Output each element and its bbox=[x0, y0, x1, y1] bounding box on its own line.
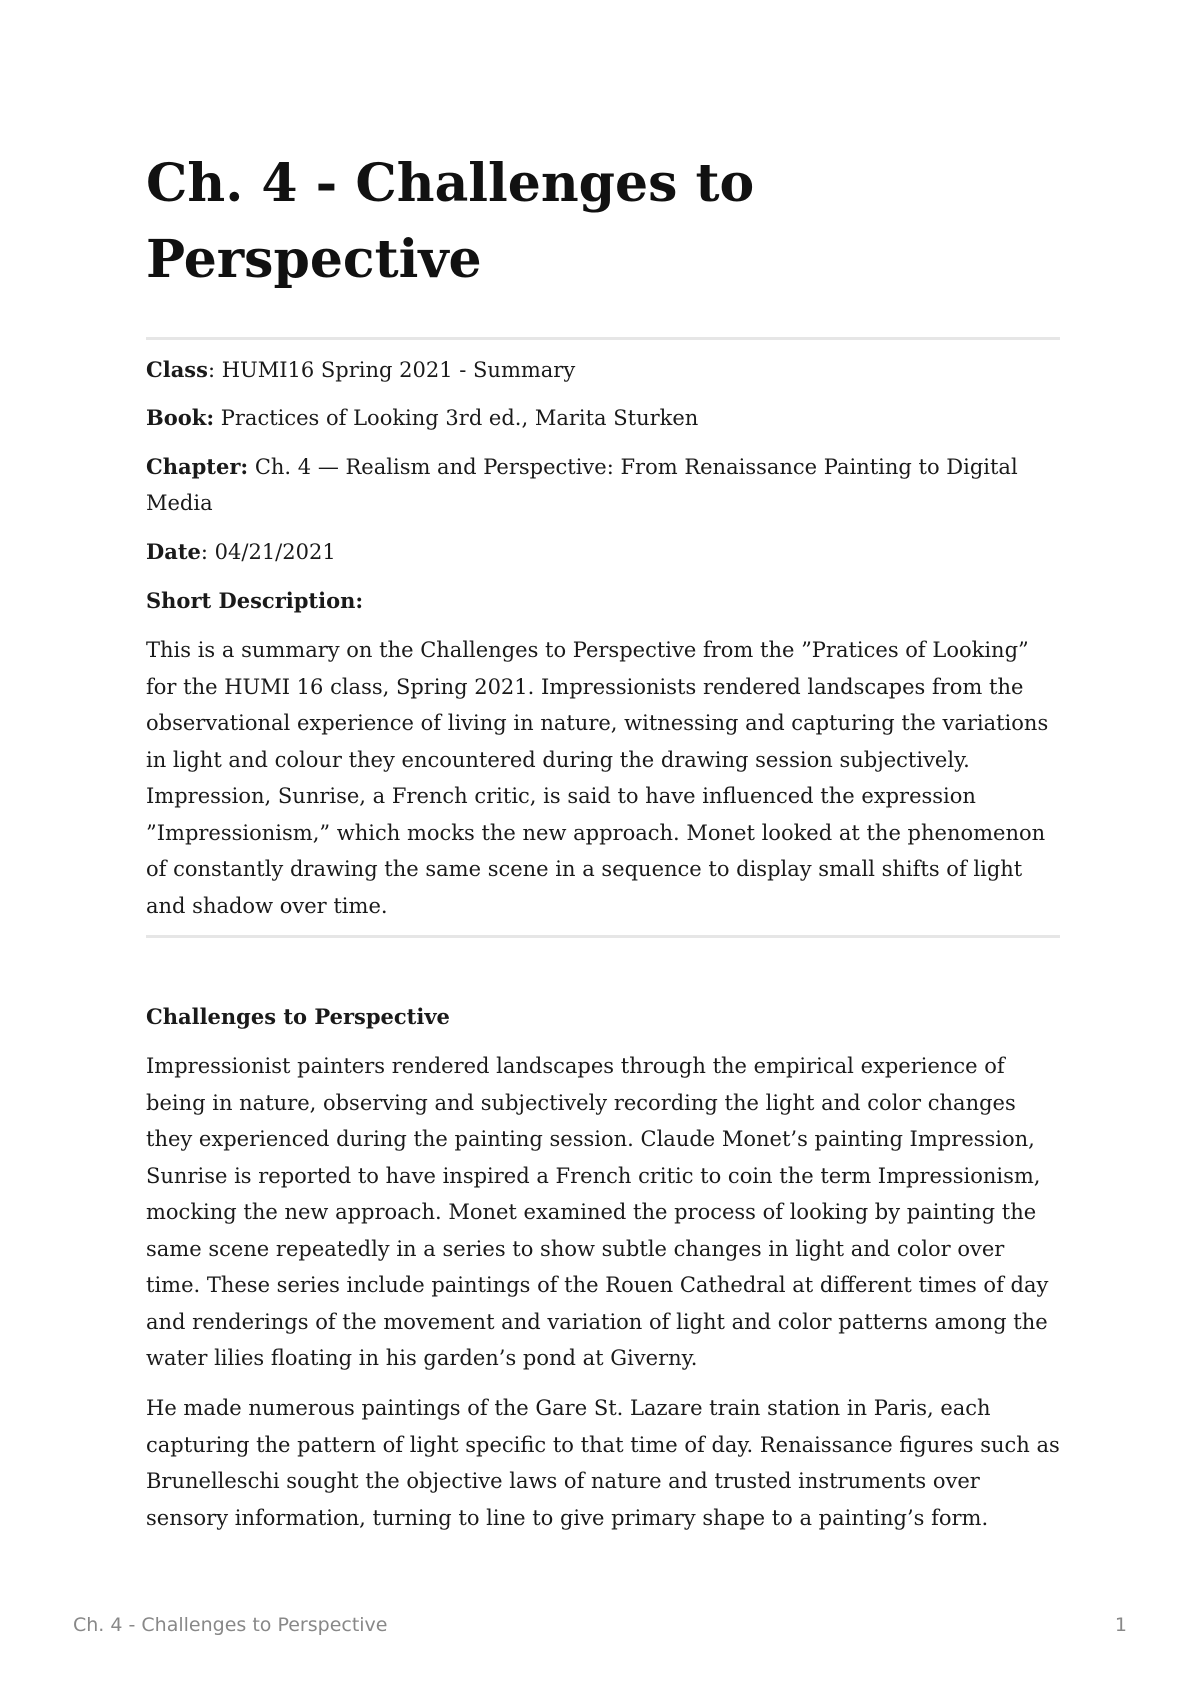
footer-page-number: 1 bbox=[1114, 1614, 1127, 1636]
meta-book-label: Book: bbox=[146, 405, 215, 430]
short-description-text: This is a summary on the Challenges to Perspective from the ”Pratices of Looking” for the HUMI 16 class, Spring 2021. Impressionists rendered landscapes from the observational experience of living in nature, witnessing and capturing the variations in light and colour they encountered during the drawing session subjectively. Impression, Sunrise, a French critic, is said to have influenced the expression ”Impressionism,” which mocks the new approach. Monet looked at the phenomenon of constantly drawing the same scene in a sequence to display small shifts of light and shadow over time. bbox=[146, 638, 1049, 918]
meta-book bbox=[146, 400, 1060, 436]
section-divider bbox=[146, 935, 1060, 938]
footer-running-title: Ch. 4 - Challenges to Perspective bbox=[73, 1614, 388, 1636]
meta-chapter-label: Chapter: bbox=[146, 454, 249, 479]
meta-class-value: HUMI16 Spring 2021 - Summary bbox=[221, 358, 576, 382]
meta-book-value: Practices of Looking 3rd ed., Marita Sturken bbox=[220, 406, 699, 430]
meta-date: Date: 04/21/2021 bbox=[146, 539, 336, 564]
meta-short-description-label: Short Description: bbox=[146, 588, 364, 613]
section-heading: Challenges to Perspective bbox=[146, 1004, 450, 1029]
meta-chapter-value: Ch. 4 — Realism and Perspective: From Renaissance Painting to Digital Media bbox=[146, 455, 1018, 515]
section-paragraph-2: He made numerous paintings of the Gare St. Lazare train station in Paris, each capturing the pattern of light specific to that time of day. Renaissance figures such as Brunelleschi sought the objective laws of nature and trusted instruments over sensory information, turning to line to give primary shape to a painting’s form. bbox=[146, 1396, 1060, 1530]
meta-date-value: 04/21/2021 bbox=[214, 540, 336, 564]
meta-class: Class: HUMI16 Spring 2021 - Summary bbox=[146, 357, 576, 382]
document-title: Ch. 4 - Challenges to Perspective bbox=[146, 153, 755, 290]
section-paragraph-1: Impressionist painters rendered landscapes through the empirical experience of being in nature, observing and subjectively recording the light and color changes they experienced during the painting session. Claude Monet’s painting Impression, Sunrise is reported to have inspired a French critic to coin the term Impressionism, mocking the new approach. Monet examined the process of looking by painting the same scene repeatedly in a series to show subtle changes in light and color over time. These series include paintings of the Rouen Cathedral at different times of day and renderings of the movement and variation of light and color patterns among the water lilies floating in his garden’s pond at Giverny. bbox=[146, 1054, 1049, 1370]
meta-short-description bbox=[146, 583, 1060, 619]
title-divider bbox=[146, 337, 1060, 340]
meta-class-label: Class bbox=[146, 357, 208, 382]
meta-date-label: Date bbox=[146, 539, 201, 564]
meta-chapter bbox=[146, 449, 1060, 521]
